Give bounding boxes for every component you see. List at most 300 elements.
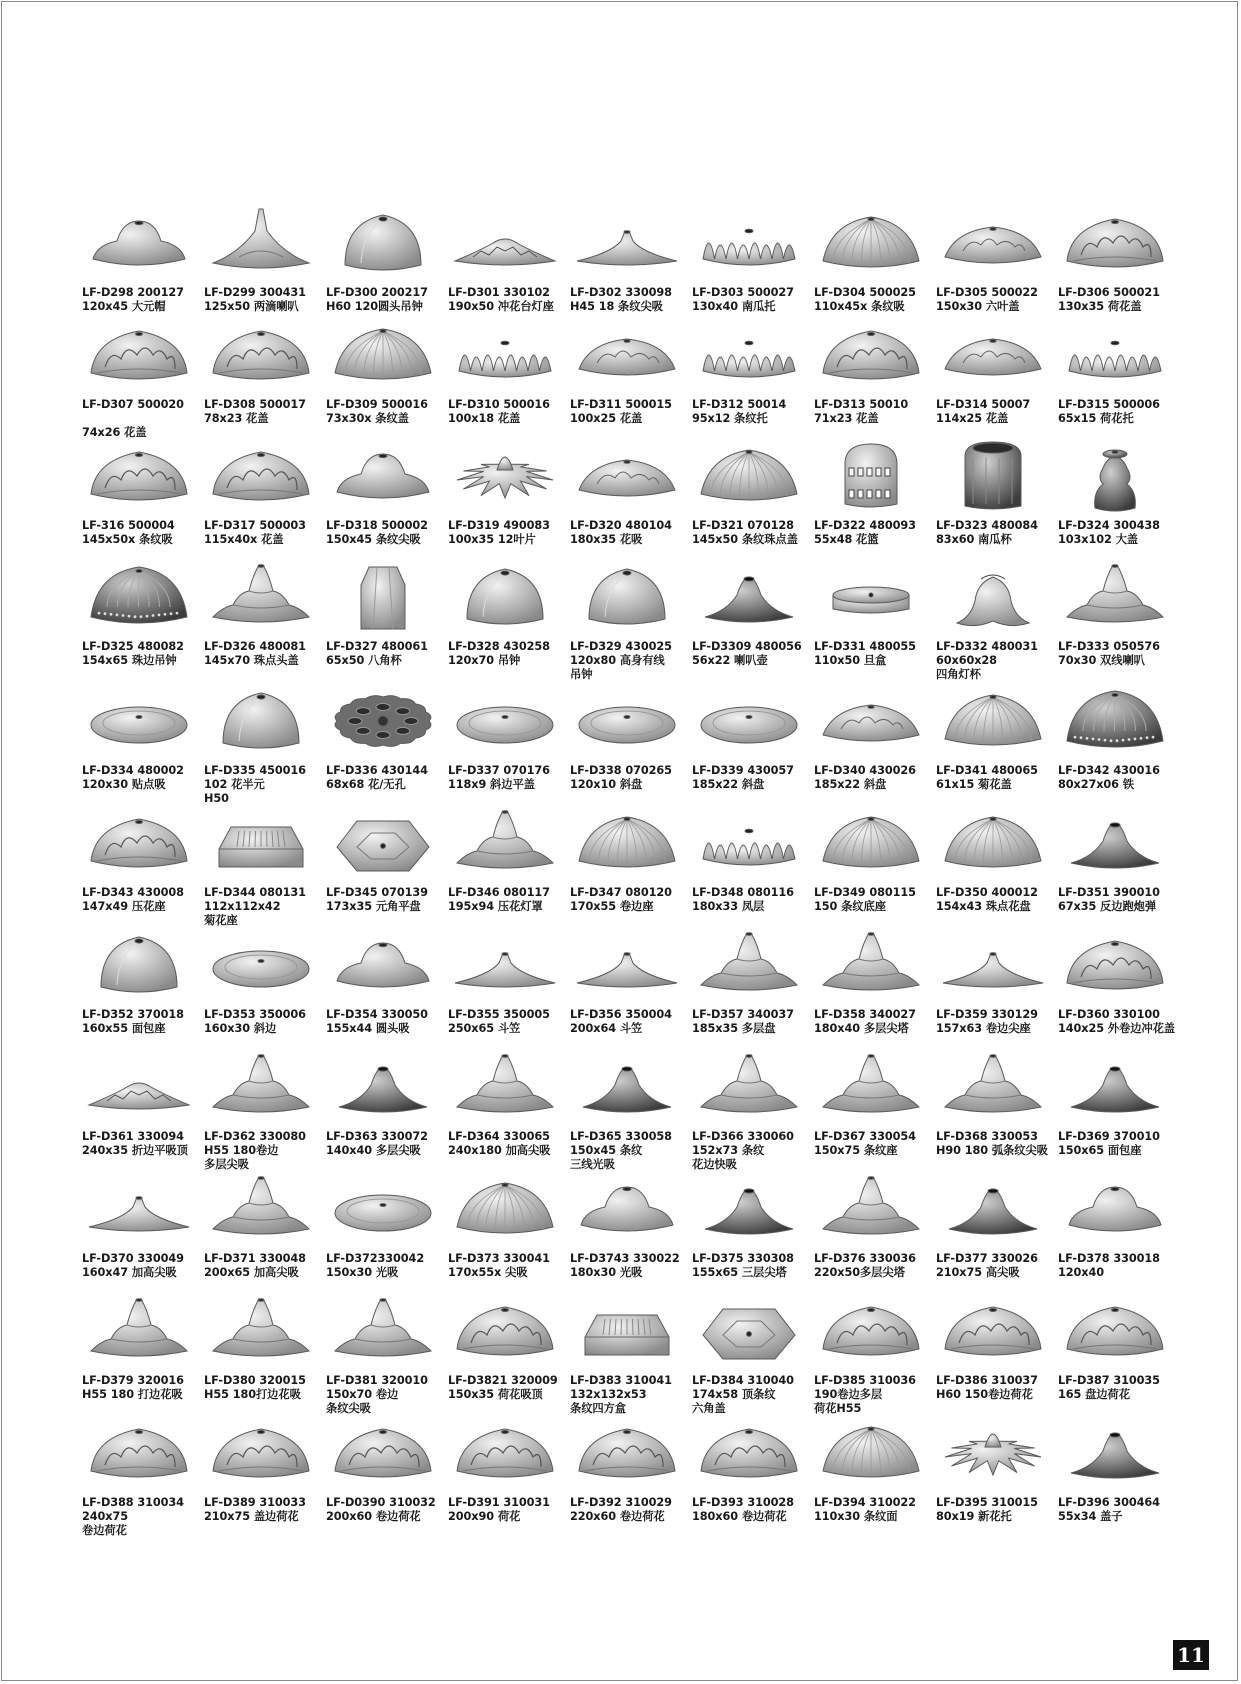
product-description: H55 180打边花吸 xyxy=(204,1388,301,1401)
product-code: LF-D381 320010 xyxy=(326,1374,428,1387)
product-image xyxy=(82,552,196,638)
product-code: LF-D352 370018 xyxy=(82,1008,184,1021)
product-caption xyxy=(814,1130,940,1158)
product-image xyxy=(692,920,806,1006)
product-code: LF-D312 50014 xyxy=(692,398,787,411)
product-image xyxy=(82,198,196,284)
product-description: 68x68 花/无孔 xyxy=(326,778,406,791)
product-caption xyxy=(814,1496,940,1524)
product-caption xyxy=(326,640,452,668)
product-description: 130x35 荷花盖 xyxy=(1058,300,1142,313)
product-image xyxy=(570,1042,684,1128)
product-code: LF-D362 330080 xyxy=(204,1130,306,1143)
product-item xyxy=(692,310,818,426)
product-image xyxy=(570,676,684,762)
product-code: LF-D391 310031 xyxy=(448,1496,550,1509)
product-item xyxy=(204,1408,330,1524)
product-caption xyxy=(936,1130,1062,1158)
product-caption xyxy=(692,1496,818,1524)
product-image xyxy=(326,798,440,884)
product-description: 118x9 斜边平盖 xyxy=(448,778,535,791)
product-item xyxy=(448,920,574,1036)
product-code: LF-D307 500020 xyxy=(82,398,184,411)
product-description: 210x75 高尖吸 xyxy=(936,1266,1020,1279)
product-code: LF-D357 340037 xyxy=(692,1008,794,1021)
product-item xyxy=(570,310,696,426)
product-code: LF-D372330042 xyxy=(326,1252,425,1265)
product-caption xyxy=(82,519,208,547)
product-code: LF-316 500004 xyxy=(82,519,175,532)
product-image xyxy=(570,920,684,1006)
product-caption xyxy=(326,1130,452,1158)
product-item xyxy=(448,798,574,914)
product-item xyxy=(692,1286,818,1416)
product-description: 180x60 卷边荷花 xyxy=(692,1510,787,1523)
product-caption xyxy=(570,398,696,426)
product-description: 67x35 反边跑炮弹 xyxy=(1058,900,1157,913)
product-item xyxy=(692,1408,818,1524)
product-description: 110x45x 条纹吸 xyxy=(814,300,905,313)
product-image xyxy=(692,1408,806,1494)
product-caption xyxy=(936,398,1062,426)
product-item xyxy=(204,552,330,668)
product-image xyxy=(814,552,928,638)
product-description: 150x35 荷花吸顶 xyxy=(448,1388,543,1401)
product-image xyxy=(82,676,196,762)
product-item xyxy=(814,798,940,914)
product-item xyxy=(814,676,940,792)
product-image xyxy=(204,431,318,517)
product-code: LF-D0390 310032 xyxy=(326,1496,436,1509)
product-description: 150x75 条纹座 xyxy=(814,1144,898,1157)
product-image xyxy=(448,1042,562,1128)
product-image xyxy=(1058,676,1172,762)
product-item xyxy=(448,552,574,668)
product-description: 70x30 双线喇叭 xyxy=(1058,654,1145,667)
product-item xyxy=(814,920,940,1036)
product-item xyxy=(814,1164,940,1280)
product-caption xyxy=(1058,886,1184,914)
product-code: LF-D355 350005 xyxy=(448,1008,550,1021)
product-caption xyxy=(936,1496,1062,1524)
product-item xyxy=(814,198,940,314)
product-item xyxy=(326,1286,452,1416)
product-description: 114x25 花盖 xyxy=(936,412,1009,425)
product-image xyxy=(936,920,1050,1006)
product-code: LF-D311 500015 xyxy=(570,398,672,411)
product-code: LF-D383 310041 xyxy=(570,1374,672,1387)
product-image xyxy=(1058,431,1172,517)
product-description: 80x27x06 铁 xyxy=(1058,778,1134,791)
product-item xyxy=(82,310,208,440)
product-code: LF-D392 310029 xyxy=(570,1496,672,1509)
product-code: LF-D335 450016 xyxy=(204,764,306,777)
product-image xyxy=(448,552,562,638)
product-code: LF-D334 480002 xyxy=(82,764,184,777)
product-code: LF-D309 500016 xyxy=(326,398,428,411)
product-caption xyxy=(448,764,574,792)
product-description: H90 180 弧条纹尖吸 xyxy=(936,1144,1048,1157)
product-description: 55x34 盖子 xyxy=(1058,1510,1123,1523)
product-image xyxy=(692,1042,806,1128)
product-item xyxy=(1058,310,1184,426)
product-description: 150x45 条纹尖吸 xyxy=(326,533,421,546)
product-code: LF-D325 480082 xyxy=(82,640,184,653)
product-code: LF-D340 430026 xyxy=(814,764,916,777)
product-image xyxy=(692,198,806,284)
product-description: 154x43 珠点花盘 xyxy=(936,900,1031,913)
product-caption xyxy=(448,1130,574,1158)
product-caption xyxy=(814,519,940,547)
product-item xyxy=(326,1042,452,1158)
product-description: 147x49 压花座 xyxy=(82,900,166,913)
product-description: 115x40x 花盖 xyxy=(204,533,284,546)
product-description: H60 120圆头吊钟 xyxy=(326,300,423,313)
product-code: LF-D314 50007 xyxy=(936,398,1031,411)
product-description: 110x30 条纹面 xyxy=(814,1510,898,1523)
product-code: LF-D345 070139 xyxy=(326,886,428,899)
product-image xyxy=(204,920,318,1006)
product-description: 100x25 花盖 xyxy=(570,412,643,425)
product-image xyxy=(936,676,1050,762)
product-code: LF-D353 350006 xyxy=(204,1008,306,1021)
product-image xyxy=(204,1042,318,1128)
product-image xyxy=(1058,1286,1172,1372)
product-code: LF-D326 480081 xyxy=(204,640,306,653)
product-item xyxy=(1058,198,1184,314)
product-image xyxy=(204,798,318,884)
product-description: 140x25 外卷边冲花盖 xyxy=(1058,1022,1176,1035)
product-item xyxy=(326,676,452,792)
product-code: LF-D347 080120 xyxy=(570,886,672,899)
product-code: LF-D385 310036 xyxy=(814,1374,916,1387)
product-image xyxy=(1058,1042,1172,1128)
product-item xyxy=(570,1042,696,1172)
product-caption xyxy=(692,640,818,668)
product-description: 130x40 南瓜托 xyxy=(692,300,776,313)
product-description: 190x50 冲花台灯座 xyxy=(448,300,554,313)
product-image xyxy=(936,431,1050,517)
product-code: LF-D346 080117 xyxy=(448,886,550,899)
product-code: LF-D393 310028 xyxy=(692,1496,794,1509)
product-description: 120x10 斜盘 xyxy=(570,778,643,791)
product-caption xyxy=(814,398,940,426)
product-code: LF-D343 430008 xyxy=(82,886,184,899)
product-item xyxy=(82,798,208,914)
product-description: 152x73 条纹 花边快吸 xyxy=(692,1144,765,1171)
product-code: LF-D354 330050 xyxy=(326,1008,428,1021)
product-image xyxy=(692,310,806,396)
product-description: 150 条纹底座 xyxy=(814,900,886,913)
product-item xyxy=(448,1286,574,1402)
product-description: 200x64 斗笠 xyxy=(570,1022,643,1035)
product-caption xyxy=(936,519,1062,547)
product-description: 200x90 荷花 xyxy=(448,1510,521,1523)
product-image xyxy=(326,310,440,396)
product-item xyxy=(204,198,330,314)
product-image xyxy=(936,1286,1050,1372)
product-description: 145x70 珠点头盖 xyxy=(204,654,299,667)
product-image xyxy=(570,552,684,638)
product-code: LF-D358 340027 xyxy=(814,1008,916,1021)
product-caption xyxy=(326,398,452,426)
product-item xyxy=(1058,1042,1184,1158)
product-image xyxy=(814,1164,928,1250)
product-description: 132x132x53 条纹四方盒 xyxy=(570,1388,647,1415)
product-image xyxy=(570,1408,684,1494)
product-image xyxy=(692,552,806,638)
product-item xyxy=(692,1164,818,1280)
product-description: 74x26 花盖 xyxy=(82,426,147,439)
product-item xyxy=(692,920,818,1036)
product-item xyxy=(448,198,574,314)
product-item xyxy=(570,1408,696,1524)
product-caption xyxy=(692,398,818,426)
product-image xyxy=(814,920,928,1006)
product-item xyxy=(82,1408,208,1538)
product-description: 120x80 高身有线 吊钟 xyxy=(570,654,665,681)
product-item xyxy=(936,920,1062,1036)
product-image xyxy=(1058,552,1172,638)
product-item xyxy=(204,676,330,806)
product-description: 160x55 面包座 xyxy=(82,1022,166,1035)
product-code: LF-D320 480104 xyxy=(570,519,672,532)
product-description: 185x35 多层盘 xyxy=(692,1022,776,1035)
product-code: LF-D336 430144 xyxy=(326,764,428,777)
product-caption xyxy=(448,886,574,914)
product-code: LF-D300 200217 xyxy=(326,286,428,299)
product-caption xyxy=(1058,1252,1184,1280)
product-code: LF-D333 050576 xyxy=(1058,640,1160,653)
product-caption xyxy=(936,1252,1062,1280)
product-code: LF-D389 310033 xyxy=(204,1496,306,1509)
product-description: 150x30 光吸 xyxy=(326,1266,399,1279)
product-code: LF-D371 330048 xyxy=(204,1252,306,1265)
product-description: 200x60 卷边荷花 xyxy=(326,1510,421,1523)
product-caption xyxy=(570,764,696,792)
product-image xyxy=(692,1286,806,1372)
product-code: LF-D378 330018 xyxy=(1058,1252,1160,1265)
product-caption xyxy=(814,764,940,792)
product-code: LF-D361 330094 xyxy=(82,1130,184,1143)
product-image xyxy=(1058,1164,1172,1250)
product-item xyxy=(82,198,208,314)
product-description: 173x35 元角平盘 xyxy=(326,900,421,913)
product-caption xyxy=(326,1008,452,1036)
product-caption xyxy=(448,1496,574,1524)
product-image xyxy=(448,798,562,884)
product-description: 120x45 大元帽 xyxy=(82,300,166,313)
product-description: 160x30 斜边 xyxy=(204,1022,277,1035)
product-item xyxy=(570,1286,696,1416)
product-description: 145x50x 条纹吸 xyxy=(82,533,173,546)
product-caption xyxy=(204,1496,330,1524)
product-caption xyxy=(1058,398,1184,426)
product-caption xyxy=(1058,1008,1184,1036)
product-caption xyxy=(570,1008,696,1036)
product-code: LF-D3821 320009 xyxy=(448,1374,558,1387)
product-code: LF-D348 080116 xyxy=(692,886,794,899)
product-caption xyxy=(570,886,696,914)
product-image xyxy=(692,798,806,884)
product-item xyxy=(1058,920,1184,1036)
product-code: LF-D375 330308 xyxy=(692,1252,794,1265)
product-code: LF-D324 300438 xyxy=(1058,519,1160,532)
product-image xyxy=(82,798,196,884)
product-image xyxy=(814,676,928,762)
product-caption xyxy=(82,764,208,792)
product-code: LF-D318 500002 xyxy=(326,519,428,532)
product-caption xyxy=(692,519,818,547)
product-item xyxy=(82,1164,208,1280)
product-item xyxy=(204,798,330,928)
product-item xyxy=(326,198,452,314)
product-description: 180x30 光吸 xyxy=(570,1266,643,1279)
product-description: 170x55 卷边座 xyxy=(570,900,654,913)
product-image xyxy=(326,1286,440,1372)
product-code: LF-D322 480093 xyxy=(814,519,916,532)
product-code: LF-D379 320016 xyxy=(82,1374,184,1387)
product-caption xyxy=(692,886,818,914)
product-item xyxy=(326,1408,452,1524)
product-item xyxy=(814,1286,940,1416)
product-image xyxy=(814,1286,928,1372)
product-caption xyxy=(82,1374,208,1402)
product-caption xyxy=(936,886,1062,914)
product-caption xyxy=(692,764,818,792)
product-code: LF-D298 200127 xyxy=(82,286,184,299)
product-code: LF-D332 480031 xyxy=(936,640,1038,653)
product-caption xyxy=(326,886,452,914)
product-description: 150x70 卷边 条纹尖吸 xyxy=(326,1388,399,1415)
product-code: LF-D370 330049 xyxy=(82,1252,184,1265)
product-item xyxy=(1058,1286,1184,1402)
product-code: LF-D341 480065 xyxy=(936,764,1038,777)
product-caption xyxy=(1058,1374,1184,1402)
product-code: LF-D331 480055 xyxy=(814,640,916,653)
product-code: LF-D315 500006 xyxy=(1058,398,1160,411)
product-code: LF-D388 310034 xyxy=(82,1496,184,1509)
product-image xyxy=(936,310,1050,396)
product-code: LF-D319 490083 xyxy=(448,519,550,532)
product-code: LF-D349 080115 xyxy=(814,886,916,899)
product-caption xyxy=(1058,1496,1184,1524)
product-description: 100x18 花盖 xyxy=(448,412,521,425)
product-description: 155x44 圆头吸 xyxy=(326,1022,410,1035)
product-item xyxy=(692,552,818,668)
product-caption xyxy=(326,519,452,547)
product-caption xyxy=(204,1252,330,1280)
product-item xyxy=(326,1164,452,1280)
product-item xyxy=(1058,1408,1184,1524)
product-code: LF-D351 390010 xyxy=(1058,886,1160,899)
product-description: 160x47 加高尖吸 xyxy=(82,1266,177,1279)
product-code: LF-D386 310037 xyxy=(936,1374,1038,1387)
product-image xyxy=(814,431,928,517)
product-description: 103x102 大盖 xyxy=(1058,533,1138,546)
product-item xyxy=(204,920,330,1036)
product-item xyxy=(82,1042,208,1158)
product-image xyxy=(326,1164,440,1250)
product-code: LF-D396 300464 xyxy=(1058,1496,1160,1509)
product-description: 61x15 菊花盖 xyxy=(936,778,1012,791)
product-code: LF-D327 480061 xyxy=(326,640,428,653)
product-caption xyxy=(448,398,574,426)
product-code: LF-D306 500021 xyxy=(1058,286,1160,299)
product-image xyxy=(204,676,318,762)
product-caption xyxy=(204,519,330,547)
product-caption xyxy=(82,886,208,914)
product-item xyxy=(692,798,818,914)
product-image xyxy=(936,1164,1050,1250)
product-caption xyxy=(204,1008,330,1036)
product-description: 150x30 六叶盖 xyxy=(936,300,1020,313)
product-item xyxy=(448,676,574,792)
product-description: 240x75 卷边荷花 xyxy=(82,1510,128,1537)
product-code: LF-D376 330036 xyxy=(814,1252,916,1265)
product-description: 112x112x42 菊花座 xyxy=(204,900,281,927)
product-description: 154x65 珠边吊钟 xyxy=(82,654,177,667)
product-image xyxy=(326,1408,440,1494)
product-code: LF-D303 500027 xyxy=(692,286,794,299)
product-item xyxy=(204,310,330,426)
product-caption xyxy=(570,1252,696,1280)
product-description: 220x60 卷边荷花 xyxy=(570,1510,665,1523)
product-description: 180x35 花吸 xyxy=(570,533,643,546)
product-code: LF-D364 330065 xyxy=(448,1130,550,1143)
product-item xyxy=(814,1042,940,1158)
product-description: 55x48 花篮 xyxy=(814,533,879,546)
product-code: LF-D3743 330022 xyxy=(570,1252,680,1265)
product-code: LF-D317 500003 xyxy=(204,519,306,532)
product-image xyxy=(1058,920,1172,1006)
product-item xyxy=(326,798,452,914)
product-item xyxy=(204,1286,330,1402)
product-description: 190卷边多层 荷花H55 xyxy=(814,1388,883,1415)
product-code: LF-D350 400012 xyxy=(936,886,1038,899)
product-description: 155x65 三层尖塔 xyxy=(692,1266,787,1279)
product-item xyxy=(570,552,696,682)
product-description: 71x23 花盖 xyxy=(814,412,879,425)
product-item xyxy=(936,552,1062,682)
product-code: LF-D301 330102 xyxy=(448,286,550,299)
product-item xyxy=(82,552,208,668)
product-item xyxy=(814,1408,940,1524)
product-item xyxy=(1058,1164,1184,1280)
product-description: 110x50 旦盒 xyxy=(814,654,887,667)
product-item xyxy=(570,431,696,547)
product-description: 195x94 压花灯罩 xyxy=(448,900,543,913)
product-item xyxy=(82,431,208,547)
product-caption xyxy=(814,640,940,668)
product-description: 170x55x 尖吸 xyxy=(448,1266,528,1279)
product-code: LF-D387 310035 xyxy=(1058,1374,1160,1387)
product-item xyxy=(326,920,452,1036)
product-description: 185x22 斜盘 xyxy=(692,778,765,791)
product-item xyxy=(570,920,696,1036)
product-image xyxy=(82,1164,196,1250)
product-caption xyxy=(692,1252,818,1280)
product-code: LF-D363 330072 xyxy=(326,1130,428,1143)
product-item xyxy=(448,431,574,547)
product-image xyxy=(1058,798,1172,884)
product-description: 120x40 xyxy=(1058,1266,1104,1279)
product-code: LF-D384 310040 xyxy=(692,1374,794,1387)
product-image xyxy=(82,431,196,517)
product-caption xyxy=(814,1252,940,1280)
product-caption xyxy=(570,519,696,547)
product-caption xyxy=(570,1496,696,1524)
